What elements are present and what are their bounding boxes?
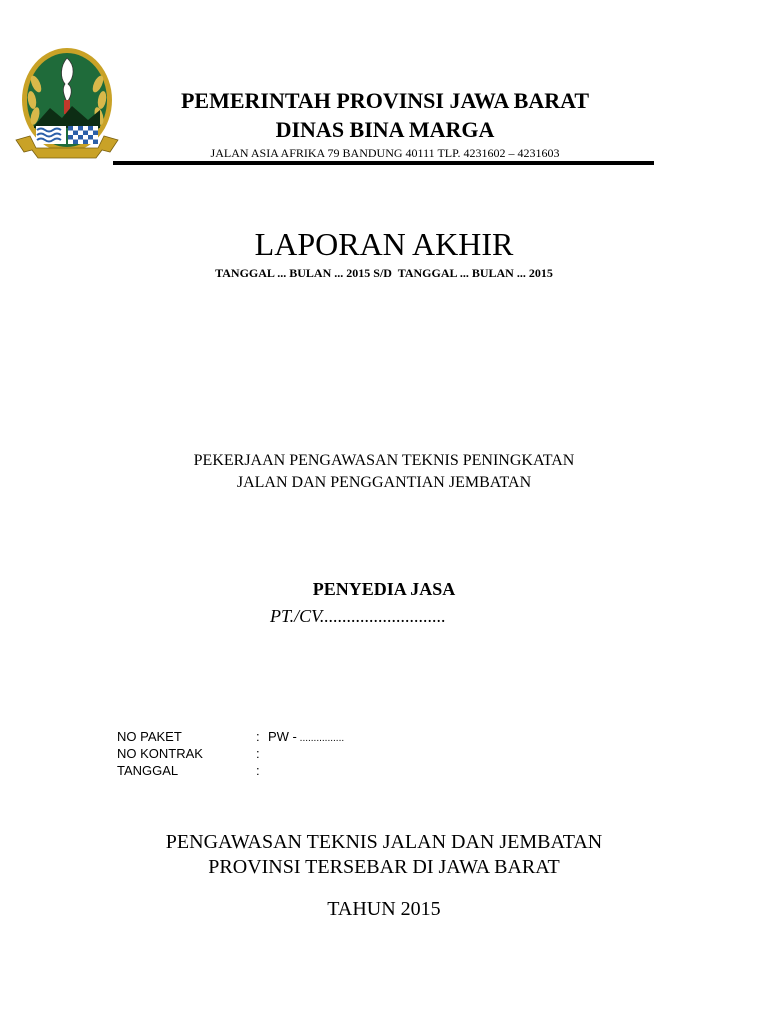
letterhead-divider [113, 161, 654, 165]
west-java-emblem-icon [10, 44, 124, 166]
info-label: TANGGAL [117, 763, 179, 778]
info-colon: : [256, 763, 260, 778]
info-colon: : [256, 729, 260, 744]
report-title: LAPORAN AKHIR [254, 226, 514, 262]
provider-label: PENYEDIA JASA [312, 579, 456, 599]
info-label: NO KONTRAK [117, 746, 203, 761]
info-label: NO PAKET [117, 729, 182, 744]
letterhead-office-title: DINAS BINA MARGA [275, 117, 495, 142]
report-period: TANGGAL ... BULAN ... 2015 S/D TANGGAL ... BULAN ... 2015 [215, 266, 553, 280]
letterhead-government-title: PEMERINTAH PROVINSI JAWA BARAT [180, 88, 590, 113]
info-colon: : [256, 746, 260, 761]
info-value [268, 729, 344, 747]
footer-line-2: PROVINSI TERSEBAR DI JAWA BARAT [208, 856, 560, 878]
footer-year: TAHUN 2015 [327, 898, 441, 920]
provider-name: PT./CV............................ [270, 606, 446, 626]
letterhead-address: JALAN ASIA AFRIKA 79 BANDUNG 40111 TLP. 4231602 – 4231603 [210, 146, 560, 160]
footer-line-1: PENGAWASAN TEKNIS JALAN DAN JEMBATAN [165, 831, 603, 853]
work-description-line-1: PEKERJAAN PENGAWASAN TEKNIS PENINGKATAN [193, 452, 575, 469]
info-value-text: PW - [268, 729, 297, 744]
work-description-line-2: JALAN DAN PENGGANTIAN JEMBATAN [236, 474, 532, 491]
info-value-dots: ................ [296, 733, 345, 744]
